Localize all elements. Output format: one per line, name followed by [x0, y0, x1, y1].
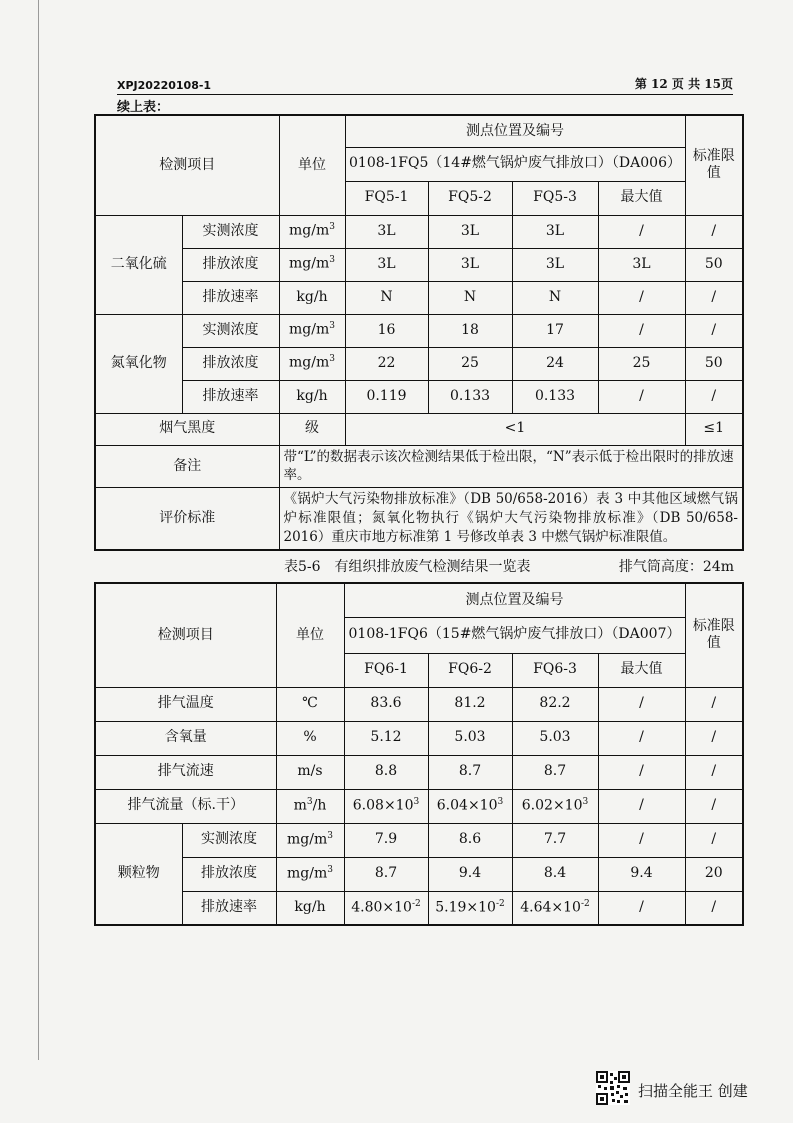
value-cell: $4.80\times 10^{-2}$ — [344, 891, 428, 925]
table-title: 表5-6 有组织排放废气检测结果一览表 — [284, 559, 531, 575]
page-edge-line — [38, 0, 39, 1060]
scanner-watermark: 扫描全能王 创建 — [638, 1082, 748, 1100]
value-cell: 5.03 — [512, 721, 598, 755]
standard-cell: / — [685, 755, 743, 789]
unit-cell: kg/h — [276, 891, 344, 925]
remark-text: 带“L”的数据表示该次检测结果低于检出限，“N”表示低于检出限时的排放速率。 — [279, 445, 743, 488]
value-cell: 5.03 — [428, 721, 512, 755]
unit-cell: kg/h — [279, 281, 345, 314]
value-cell: $6.02\times 10^3$ — [512, 789, 598, 823]
value-cell: 8.7 — [512, 755, 598, 789]
header-standard: 标准限值 — [685, 115, 743, 215]
unit-cell: $mg/m^3$ — [279, 248, 345, 281]
value-cell: $4.64\times 10^{-2}$ — [512, 891, 598, 925]
unit-cell: 级 — [279, 413, 345, 445]
page-number: 第 12 页 共 15页 — [634, 77, 733, 91]
value-cell: N — [512, 281, 598, 314]
standard-cell: / — [685, 281, 743, 314]
value-cell: N — [428, 281, 512, 314]
sampling-location: 0108-1FQ5（14#燃气锅炉废气排放口）（DA006） — [345, 147, 685, 181]
standard-cell: / — [685, 314, 743, 347]
criteria-label: 评价标准 — [95, 488, 279, 550]
smoke-blackness-value: <1 — [345, 413, 685, 445]
document-id: XPJ20220108-1 — [117, 79, 212, 92]
results-table-fq6 — [94, 582, 744, 926]
max-cell: / — [598, 721, 685, 755]
value-cell: 8.6 — [428, 823, 512, 857]
value-cell: 82.2 — [512, 687, 598, 721]
qr-code-icon — [596, 1071, 630, 1105]
standard-cell: / — [685, 823, 743, 857]
qr-code-graphic — [596, 1071, 630, 1105]
col-header: FQ6-3 — [512, 653, 598, 687]
max-cell: / — [598, 789, 685, 823]
col-header: FQ5-3 — [512, 181, 598, 215]
sub-item: 实测浓度 — [182, 823, 276, 857]
max-cell: / — [598, 891, 685, 925]
value-cell: 3L — [345, 248, 428, 281]
value-cell: 0.133 — [428, 380, 512, 413]
header-item: 检测项目 — [95, 583, 276, 687]
unit-cell: $mg/m^3$ — [279, 314, 345, 347]
unit-cell: kg/h — [279, 380, 345, 413]
value-cell: $5.19\times 10^{-2}$ — [428, 891, 512, 925]
header-item: 检测项目 — [95, 115, 279, 215]
unit-cell: % — [276, 721, 344, 755]
table-caption — [94, 553, 742, 577]
max-cell: / — [598, 314, 685, 347]
sub-item: 排放浓度 — [182, 248, 279, 281]
value-cell: 81.2 — [428, 687, 512, 721]
unit-cell: $m^3/h$ — [276, 789, 344, 823]
unit-cell: $mg/m^3$ — [279, 215, 345, 248]
value-cell: 5.12 — [344, 721, 428, 755]
value-cell: 16 — [345, 314, 428, 347]
group-nitrogen-oxides: 氮氧化物 — [95, 314, 182, 413]
col-header: 最大值 — [598, 653, 685, 687]
max-cell: / — [598, 755, 685, 789]
header-unit: 单位 — [276, 583, 344, 687]
sub-item: 排放速率 — [182, 891, 276, 925]
value-cell: 7.7 — [512, 823, 598, 857]
value-cell: 8.8 — [344, 755, 428, 789]
standard-cell: 50 — [685, 248, 743, 281]
group-particulate: 颗粒物 — [95, 823, 182, 925]
results-table-fq5 — [94, 114, 744, 551]
value-cell: 0.133 — [512, 380, 598, 413]
sub-item: 排放速率 — [182, 281, 279, 314]
value-cell: 3L — [428, 248, 512, 281]
unit-cell: $mg/m^3$ — [276, 857, 344, 891]
value-cell: 8.7 — [344, 857, 428, 891]
col-header: FQ5-2 — [428, 181, 512, 215]
value-cell: 3L — [428, 215, 512, 248]
sub-item: 排放浓度 — [182, 347, 279, 380]
max-cell: / — [598, 281, 685, 314]
row-label: 排气温度 — [95, 687, 276, 721]
value-cell: 83.6 — [344, 687, 428, 721]
value-cell: 22 — [345, 347, 428, 380]
standard-cell: ≤1 — [685, 413, 743, 445]
value-cell: 8.4 — [512, 857, 598, 891]
max-cell: 25 — [598, 347, 685, 380]
standard-cell: / — [685, 721, 743, 755]
unit-cell: m/s — [276, 755, 344, 789]
continuation-label: 续上表： — [117, 100, 170, 115]
standard-cell: 50 — [685, 347, 743, 380]
value-cell: 17 — [512, 314, 598, 347]
value-cell: N — [345, 281, 428, 314]
standard-cell: / — [685, 891, 743, 925]
max-cell: 9.4 — [598, 857, 685, 891]
sampling-location: 0108-1FQ6（15#燃气锅炉废气排放口）（DA007） — [344, 617, 685, 653]
criteria-text: 《锅炉大气污染物排放标准》（DB 50/658-2016）表 3 中其他区域燃气锅炉标准限值；氮氧化物执行《锅炉大气污染物排放标准》（DB 50/658-2016）重庆市地方标准第 1 号修改单表 3 中燃气锅炉标准限值。 — [279, 488, 743, 550]
stack-height: 排气筒高度：24m — [618, 559, 734, 575]
max-cell: / — [598, 823, 685, 857]
header-points: 测点位置及编号 — [345, 115, 685, 147]
sub-item: 排放浓度 — [182, 857, 276, 891]
row-label: 排气流速 — [95, 755, 276, 789]
value-cell: 8.7 — [428, 755, 512, 789]
col-header: FQ5-1 — [345, 181, 428, 215]
header-unit: 单位 — [279, 115, 345, 215]
standard-cell: / — [685, 380, 743, 413]
col-header: FQ6-2 — [428, 653, 512, 687]
value-cell: 25 — [428, 347, 512, 380]
value-cell: 3L — [512, 248, 598, 281]
value-cell: $6.04\times 10^3$ — [428, 789, 512, 823]
unit-cell: $mg/m^3$ — [276, 823, 344, 857]
standard-cell: / — [685, 789, 743, 823]
sub-item: 排放速率 — [182, 380, 279, 413]
sub-item: 实测浓度 — [182, 314, 279, 347]
smoke-blackness-label: 烟气黑度 — [95, 413, 279, 445]
max-cell: / — [598, 687, 685, 721]
max-cell: 3L — [598, 248, 685, 281]
value-cell: $6.08\times 10^3$ — [344, 789, 428, 823]
header-standard: 标准限值 — [685, 583, 743, 687]
page-header — [117, 76, 733, 95]
col-header: FQ6-1 — [344, 653, 428, 687]
unit-cell: $mg/m^3$ — [279, 347, 345, 380]
max-cell: / — [598, 380, 685, 413]
standard-cell: / — [685, 687, 743, 721]
header-points: 测点位置及编号 — [344, 583, 685, 617]
value-cell: 18 — [428, 314, 512, 347]
col-header: 最大值 — [598, 181, 685, 215]
value-cell: 9.4 — [428, 857, 512, 891]
standard-cell: 20 — [685, 857, 743, 891]
value-cell: 7.9 — [344, 823, 428, 857]
value-cell: 3L — [345, 215, 428, 248]
value-cell: 0.119 — [345, 380, 428, 413]
value-cell: 24 — [512, 347, 598, 380]
remark-label: 备注 — [95, 445, 279, 488]
unit-cell: ℃ — [276, 687, 344, 721]
sub-item: 实测浓度 — [182, 215, 279, 248]
max-cell: / — [598, 215, 685, 248]
row-label: 排气流量（标.干） — [95, 789, 276, 823]
standard-cell: / — [685, 215, 743, 248]
group-sulfur-dioxide: 二氧化硫 — [95, 215, 182, 314]
value-cell: 3L — [512, 215, 598, 248]
row-label: 含氧量 — [95, 721, 276, 755]
